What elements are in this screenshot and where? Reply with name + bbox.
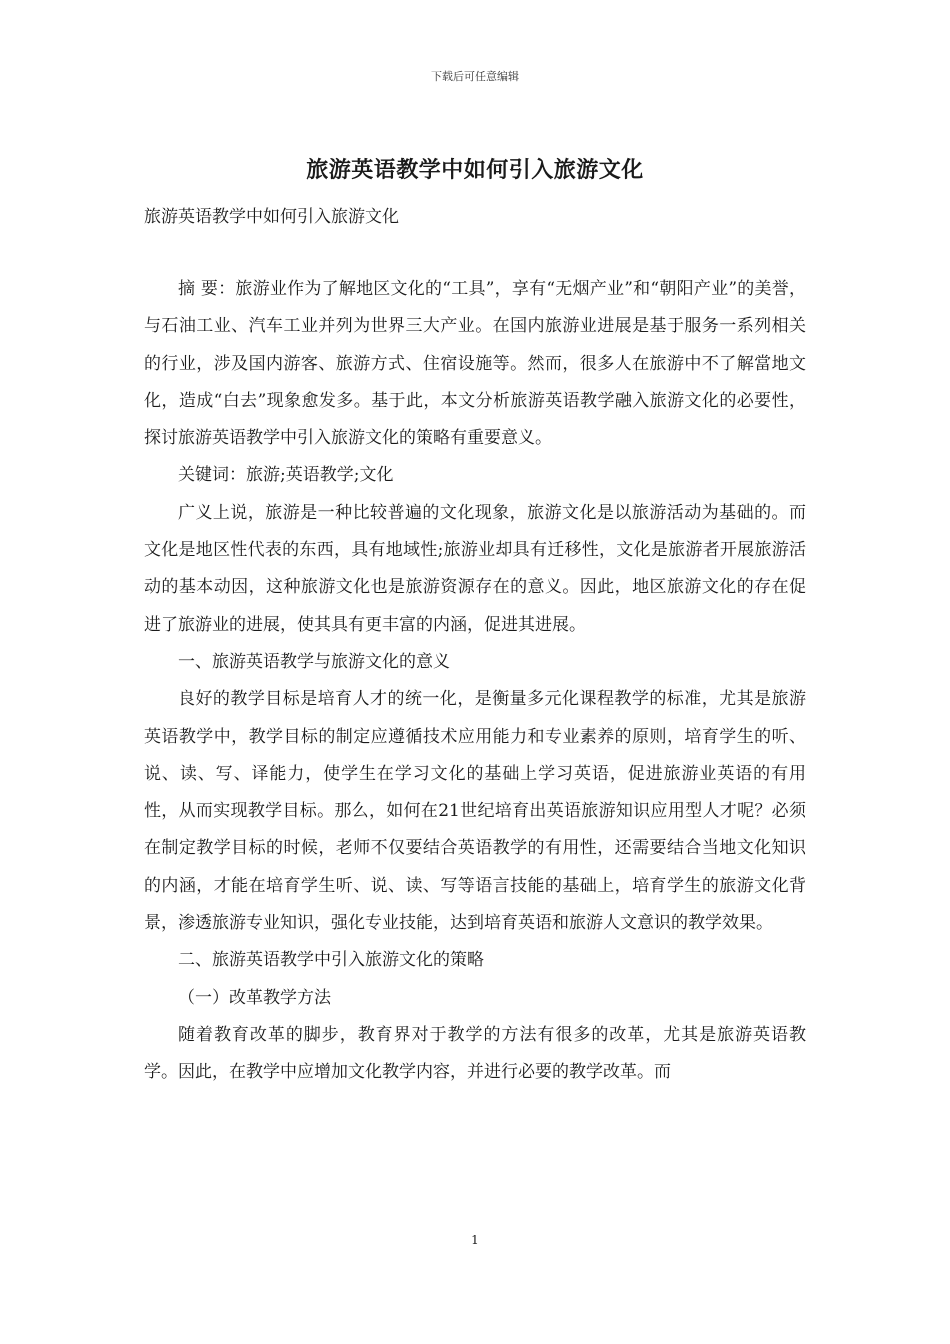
subsection-heading-1: （一）改革教学方法	[178, 987, 331, 1008]
keywords-paragraph: 关键词：旅游;英语教学;文化	[178, 465, 394, 486]
document-title: 旅游英语教学中如何引入旅游文化	[306, 157, 644, 183]
section-heading-2: 二、旅游英语教学中引入旅游文化的策略	[178, 950, 484, 971]
subsection-1-paragraph: 随着教育改革的脚步，教育界对于教学的方法有很多的改革，尤其是旅游英语教学。因此，在教学中应增加文化教学内容，并进行必要的教学改革。而	[144, 1024, 806, 1083]
document-body	[144, 271, 806, 1092]
abstract-paragraph: 摘 要：旅游业作为了解地区文化的“工具”，享有“无烟产业”和“朝阳产业”的美誉，与石油工业、汽车工业并列为世界三大产业。在国内旅游业进展是基于服务一系列相关的行业，涉及国内游客、旅游方式、住宿设施等。然而，很多人在旅游中不了解當地文化，造成“白去”现象愈发多。基于此，本文分析旅游英语教学融入旅游文化的必要性，探讨旅游英语教学中引入旅游文化的策略有重要意义。	[144, 279, 806, 449]
section-1-paragraph: 良好的教学目标是培育人才的统一化，是衡量多元化课程教学的标准，尤其是旅游英语教学中，教学目标的制定应遵循技术应用能力和专业素养的原则，培育学生的听、说、读、写、译能力，使学生在学习文化的基础上学习英语，促进旅游业英语的有用性，从而实现教学目标。那么，如何在21世纪培育出英语旅游知识应用型人才呢？必须在制定教学目标的时候，老师不仅要结合英语教学的有用性，还需要结合当地文化知识的内涵，才能在培育学生听、说、读、写等语言技能的基础上，培育学生的旅游文化背景，渗透旅游专业知识，强化专业技能，达到培育英语和旅游人文意识的教学效果。	[144, 689, 806, 934]
intro-paragraph: 广义上说，旅游是一种比较普遍的文化现象，旅游文化是以旅游活动为基础的。而文化是地区性代表的东西，具有地域性;旅游业却具有迁移性，文化是旅游者开展旅游活动的基本动因，这种旅游文化也是旅游资源存在的意义。因此，地区旅游文化的存在促进了旅游业的进展，使其具有更丰富的内涵，促进其进展。	[144, 502, 806, 635]
section-heading-1: 一、旅游英语教学与旅游文化的意义	[178, 651, 450, 672]
header-note: 下载后可任意编辑	[431, 70, 519, 83]
document-subtitle: 旅游英语教学中如何引入旅游文化	[144, 207, 399, 227]
page-number: 1	[471, 1233, 479, 1247]
